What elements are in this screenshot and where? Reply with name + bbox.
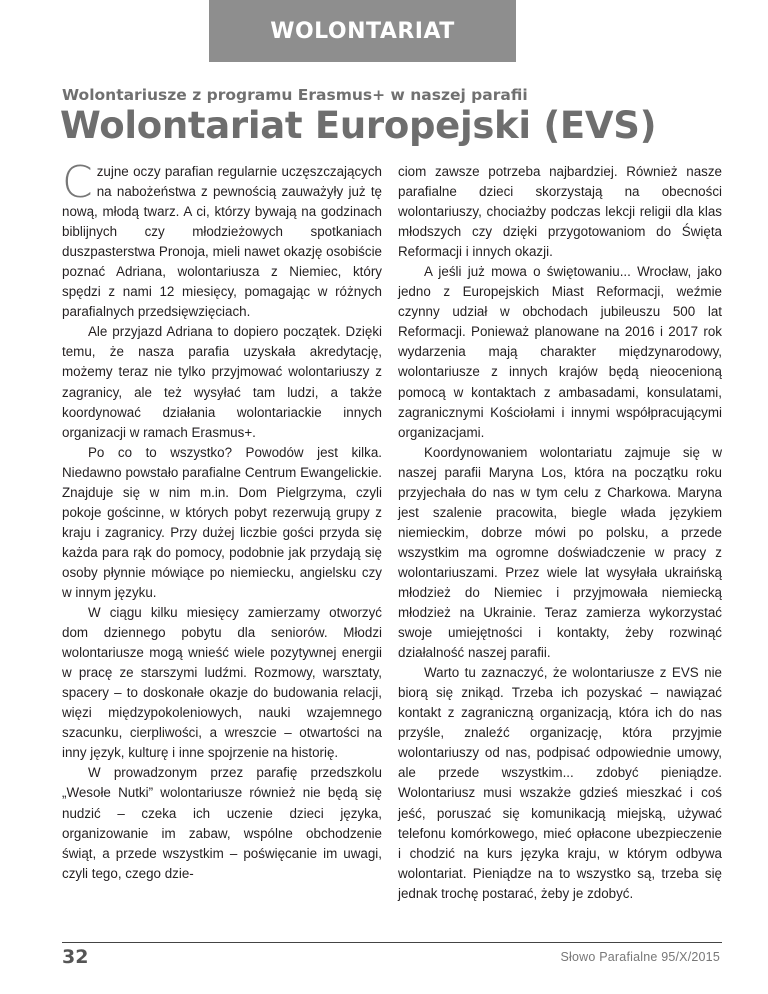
paragraph: Ale przyjazd Adriana to dopiero początek. Dzięki temu, że nasza parafia uzyskała akredytację, możemy teraz nie tylko przyjmować wolontariuszy z zagranicy, ale też wysyłać tam ludzi, a także koordynować działania wolontariackie innych organizacji w ramach Erasmus+. bbox=[62, 324, 382, 440]
paragraph: ciom zawsze potrzeba najbardziej. Również nasze parafialne dzieci skorzystają na obecności wolontariuszy, chociażby podczas lekcji religii dla klas młodszych czy dzięki przygotowaniom do Święta Reformacji i innych okazji. bbox=[398, 164, 722, 260]
publication-info: Słowo Parafialne 95/X/2015 bbox=[560, 950, 720, 964]
paragraph: W ciągu kilku miesięcy zamierzamy otworzyć dom dziennego pobytu dla seniorów. Młodzi wolontariusze mogą wnieść wiele pozytywnej energii w pracę ze starszymi ludźmi. Rozmowy, warsztaty, spacery – to doskonałe okazje do budowania relacji, więzi międzypokoleniowych, nauki wzajemnego szacunku, cierpliwości, a wreszcie – otwartości na inny język, kulturę i inne spojrzenie na historię. bbox=[62, 605, 382, 761]
section-label: WOLONTARIAT bbox=[209, 0, 516, 62]
paragraph: W prowadzonym przez parafię przedszkolu „Wesołe Nutki” wolontariusze również nie będą się nudzić – czeka ich uczenie dzieci języka, organizowanie im zabaw, wspólne obchodzenie świąt, a przede wszystkim – poświęcanie im uwagi, czyli tego, czego dzie- bbox=[62, 765, 382, 881]
paragraph: Po co to wszystko? Powodów jest kilka. Niedawno powstało parafialne Centrum Ewangelickie. Znajduje się w nim m.in. Dom Pielgrzyma, czyli pokoje gościnne, w których pobyt rezerwują grupy z kraju i zagranicy. Przy dużej liczbie gości przyda się każda para rąk do pomocy, podobnie jak przydają się osoby płynnie mówiące po niemiecku, angielsku czy w innym języku. bbox=[62, 444, 382, 600]
page-number: 32 bbox=[62, 946, 89, 968]
paragraph: Warto tu zaznaczyć, że wolontariusze z EVS nie biorą się znikąd. Trzeba ich pozyskać – nawiązać kontakt z zagraniczną organizacją, która ich do nas przyśle, znaleźć organizację, która przyjmie wolontariuszy od nas, podpisać odpowiednie umowy, ale przede wszystkim... zdobyć pieniądze. Wolontariusz musi wszakże gdzieś mieszkać i coś jeść, poruszać się komunikacją miejską, używać telefonu komórkowego, mieć opłacone ubezpieczenie i chodzić na kurs języka kraju, w którym odbywa wolontariat. Pieniądze na to wszystko są, trzeba się jednak trochę postarać, żeby je zdobyć. bbox=[398, 665, 722, 901]
left-column bbox=[62, 157, 382, 884]
paragraph-text: zujne oczy parafian regularnie uczęszczających na nabożeństwa z pewnością zauważyły już tę nową, młodą twarz. A ci, którzy bywają na godzinach biblijnych czy młodzieżowych spotkaniach duszpasterstwa Pronoja, mieli nawet okazję osobiście poznać Adriana, wolontariusza z Niemiec, który spędzi z nami 12 miesięcy, pomagając w różnych parafialnych przedsięwzięciach. bbox=[62, 164, 382, 320]
paragraph: Koordynowaniem wolontariatu zajmuje się w naszej parafii Maryna Los, która na początku roku przyjechała do nas w tym celu z Charkowa. Maryna jest szalenie pracowita, biegle włada językiem niemieckim, dobrze mówi po polsku, a przede wszystkim ma ogromne doświadczenie w pracy z wolontariuszami. Przez wiele lat wysyłała ukraińską młodzież do Niemiec i przyjmowała niemiecką młodzież na Ukrainie. Teraz zamierza wykorzystać swoje umiejętności i kontakty, żeby rozwinąć działalność naszej parafii. bbox=[398, 444, 722, 661]
article-headline: Wolontariat Europejski (EVS) bbox=[60, 104, 657, 147]
paragraph: A jeśli już mowa o świętowaniu... Wrocław, jako jedno z Europejskich Miast Reformacji, weźmie czynny udział w obchodach jubileuszu 500 lat Reformacji. Ponieważ planowane na 2016 i 2017 rok wydarzenia mają charakter międzynarodowy, wolontariusze z innych krajów będą nieocenioną pomocą w kontaktach z ambasadami, konsulatami, zagranicznymi Kościołami i innymi współpracującymi organizacjami. bbox=[398, 264, 722, 440]
article-kicker: Wolontariusze z programu Erasmus+ w naszej parafii bbox=[62, 86, 528, 104]
right-column bbox=[398, 162, 722, 904]
footer-divider bbox=[62, 942, 722, 943]
paragraph bbox=[62, 157, 382, 322]
drop-cap: C bbox=[62, 157, 93, 208]
